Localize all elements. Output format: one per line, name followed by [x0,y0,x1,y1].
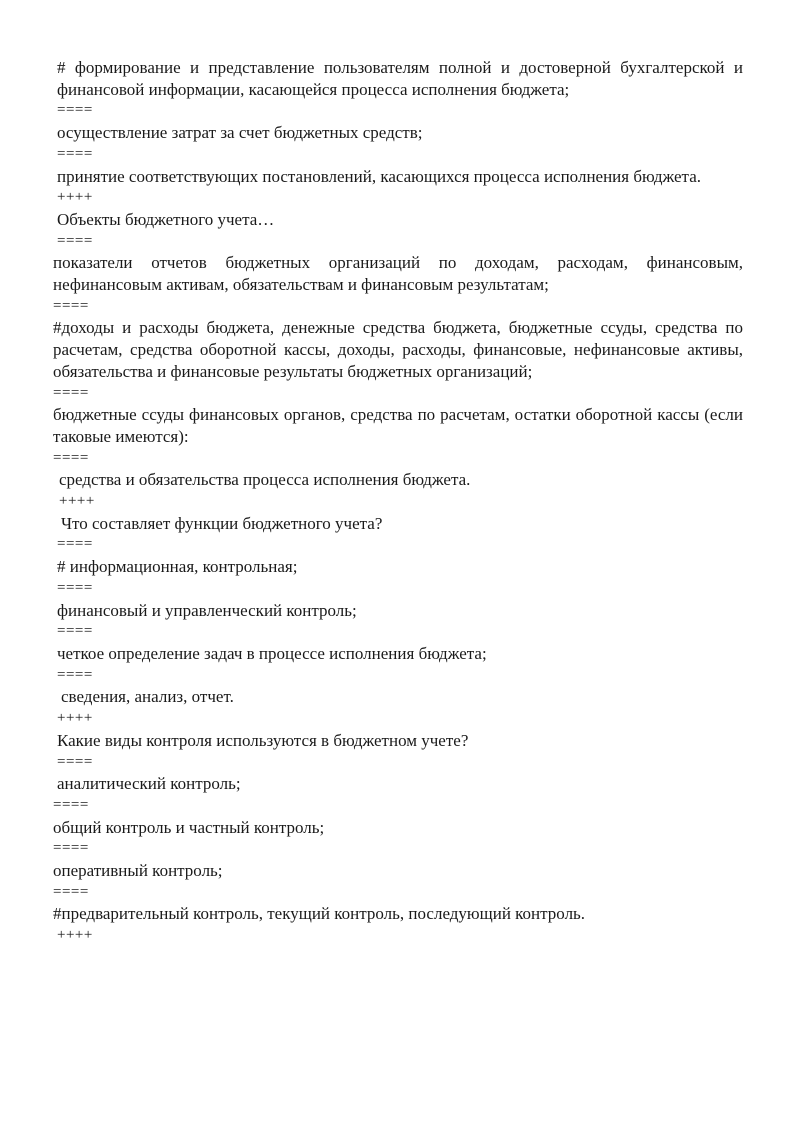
text-line: Объекты бюджетного учета… [57,209,275,229]
text-line: Что составляет функции бюджетного учета? [61,513,383,533]
separator-line: ==== [53,840,89,857]
text-line: четкое определение задач в процессе исполнения бюджета; [57,643,487,663]
text-line: # информационная, контрольная; [57,557,298,577]
text-line: сведения, анализ, отчет. [61,687,234,707]
separator-line: ==== [57,145,93,162]
separator-line: ==== [57,579,93,596]
text-line: принятие соответствующих постановлений, касающихся процесса исполнения бюджета. [57,166,701,186]
separator-line: ==== [53,449,89,466]
separator-line: ++++ [57,710,93,727]
separator-line: ==== [57,666,93,683]
document-page [53,57,743,947]
separator-line: ==== [57,536,93,553]
separator-line: ==== [57,753,93,770]
text-line: осуществление затрат за счет бюджетных средств; [57,123,423,143]
text-line: общий контроль и частный контроль; [53,817,325,837]
separator-line: ==== [53,384,89,401]
separator-line: ==== [53,297,89,314]
text-line: Какие виды контроля используются в бюджетном учете? [57,730,469,750]
text-line: финансовый и управленческий контроль; [57,600,357,620]
separator-line: ==== [57,623,93,640]
text-line: бюджетные ссуды финансовых органов, средства по расчетам, остатки оборотной кассы (если таковые имеются): [53,405,743,446]
text-line: #доходы и расходы бюджета, денежные средства бюджета, бюджетные ссуды, средства по расчетам, средства оборотной кассы, доходы, расходы, финансовые, нефинансовые активы, обязательства и финансовые результаты бюджетных организаций; [53,318,743,381]
separator-line: ++++ [57,189,93,206]
separator-line: ++++ [57,927,93,944]
text-line: показатели отчетов бюджетных организаций по доходам, расходам, финансовым, нефинансовым активам, обязательствам и финансовым результатам; [53,253,743,295]
separator-line: ==== [57,232,93,249]
text-line: средства и обязательства процесса исполнения бюджета. [59,470,471,490]
separator-line: ++++ [59,493,95,510]
separator-line: ==== [53,883,89,900]
text-line: оперативный контроль; [53,861,223,881]
text-line: # формирование и представление пользователям полной и достоверной бухгалтерской и финансовой информации, касающейся процесса исполнения бюджета; [57,58,743,99]
text-line: аналитический контроль; [57,774,241,794]
separator-line: ==== [53,796,89,813]
separator-line: ==== [57,102,93,119]
text-line: #предварительный контроль, текущий контроль, последующий контроль. [53,904,586,924]
